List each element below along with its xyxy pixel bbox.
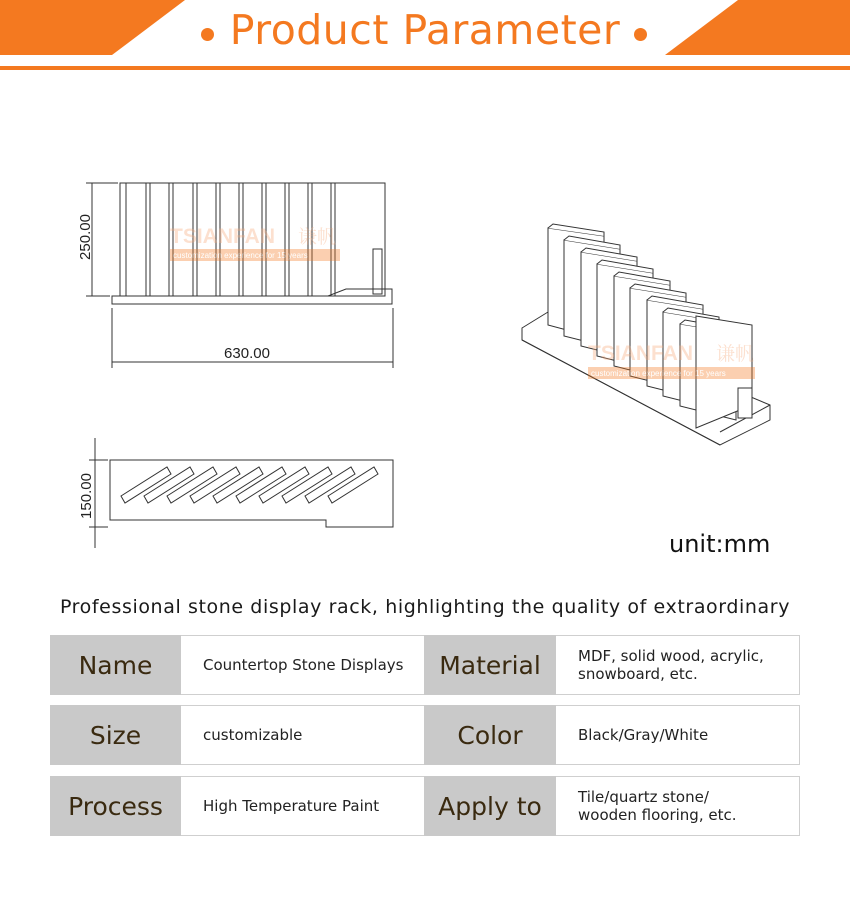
watermark-cn-text: 谦帆	[298, 227, 337, 248]
page-title: Product Parameter	[229, 6, 621, 54]
param-value: customizable	[181, 705, 424, 765]
param-value: Countertop Stone Displays	[181, 635, 424, 695]
watermark-brand-text: TSIANFAN	[170, 225, 275, 248]
param-value: Black/Gray/White	[556, 705, 800, 765]
top-view-drawing	[89, 438, 393, 548]
svg-text:TSIANFAN: TSIANFAN	[588, 342, 693, 365]
param-value: High Temperature Paint	[181, 776, 424, 836]
unit-label: unit:mm	[669, 530, 771, 558]
param-value-text: Tile/quartz stone/ wooden flooring, etc.	[578, 788, 737, 824]
watermark-iso	[588, 342, 755, 379]
tagline: Professional stone display rack, highlighting the quality of extraordinary	[59, 596, 791, 618]
isometric-view-drawing	[522, 224, 770, 445]
param-label: Size	[50, 705, 181, 765]
top-depth-dimension: 150.00	[78, 473, 95, 519]
front-width-dimension: 630.00	[224, 345, 270, 362]
param-label: Name	[50, 635, 181, 695]
technical-drawings	[0, 70, 850, 570]
watermark-front	[170, 225, 340, 261]
param-label: Apply to	[424, 776, 556, 836]
svg-text:customization experience for 1: customization experience for 15 years	[591, 369, 726, 378]
table-row	[50, 635, 800, 695]
watermark-sub-text: customization experience for 15 years	[173, 251, 308, 260]
table-row	[50, 776, 800, 836]
param-label: Process	[50, 776, 181, 836]
svg-text:谦帆: 谦帆	[716, 344, 755, 365]
top-view-slots	[121, 467, 378, 503]
param-value	[556, 635, 800, 695]
param-label: Material	[424, 635, 556, 695]
front-height-dimension: 250.00	[77, 214, 94, 260]
front-view-drawing	[86, 183, 393, 368]
param-value-text: MDF, solid wood, acrylic, snowboard, etc.	[578, 647, 764, 683]
header-banner	[0, 0, 850, 72]
param-value	[556, 776, 800, 836]
param-label: Color	[424, 705, 556, 765]
table-row	[50, 705, 800, 765]
